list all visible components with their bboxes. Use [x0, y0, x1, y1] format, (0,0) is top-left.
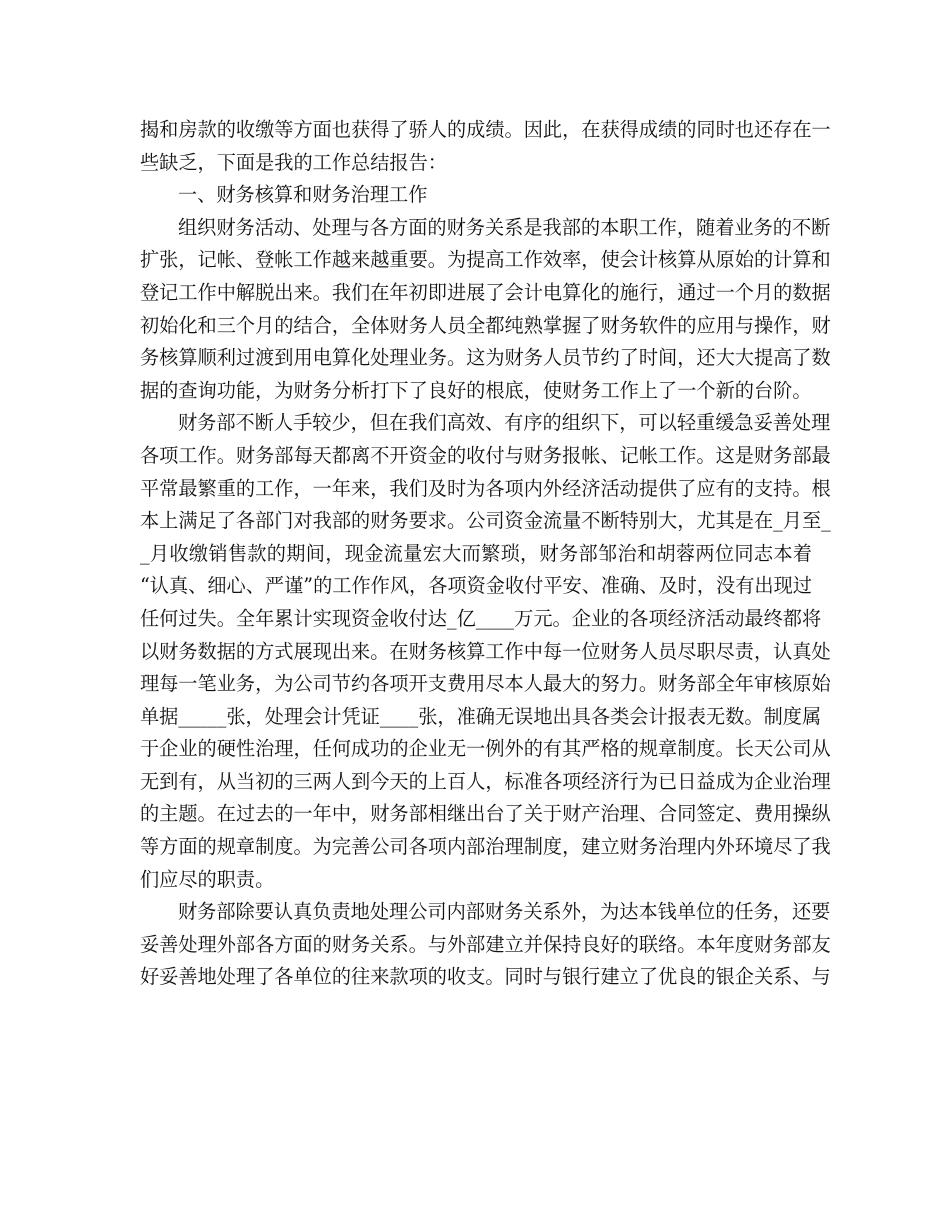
paragraph-line: 些缺乏，下面是我的工作总结报告： — [140, 150, 447, 174]
paragraph-line: 任何过失。全年累计实现资金收付达_亿____万元。企业的各项经济活动最终都将 — [140, 606, 822, 630]
paragraph-line: 妥善处理外部各方面的财务关系。与外部建立并保持良好的联络。本年度财务部友 — [140, 932, 831, 956]
paragraph-line: 们应尽的职责。 — [140, 867, 275, 891]
paragraph-line: 无到有，从当初的三两人到今天的上百人，标准各项经济行为已日益成为企业治理 — [140, 769, 831, 793]
paragraph-line: 扩张，记帐、登帐工作越来越重要。为提高工作效率，使会计核算从原始的计算和 — [140, 248, 831, 272]
paragraph-line: 务核算顺利过渡到用电算化处理业务。这为财务人员节约了时间，还大大提高了数 — [140, 346, 831, 370]
paragraph-line: 好妥善地处理了各单位的往来款项的收支。同时与银行建立了优良的银企关系、与 — [140, 965, 831, 989]
paragraph-line: 登记工作中解脱出来。我们在年初即进展了会计电算化的施行，通过一个月的数据 — [140, 280, 831, 304]
document-body — [140, 114, 831, 994]
paragraph-line: 的主题。在过去的一年中，财务部相继出台了关于财产治理、合同签定、费用操纵 — [140, 802, 831, 826]
paragraph-line: 初始化和三个月的结合，全体财务人员全都纯熟掌握了财务软件的应用与操作，财 — [140, 313, 831, 337]
paragraph-line: 财务部除要认真负责地处理公司内部财务关系外，为达本钱单位的任务，还要 — [178, 900, 831, 924]
paragraph-line: 财务部不断人手较少，但在我们高效、有序的组织下，可以轻重缓急妥善处理 — [178, 411, 831, 435]
paragraph-line: 据的查询功能，为财务分析打下了良好的根底，使财务工作上了一个新的台阶。 — [140, 378, 812, 402]
paragraph-line: 以财务数据的方式展现出来。在财务核算工作中每一位财务人员尽职尽责，认真处 — [140, 639, 831, 663]
paragraph-line: 等方面的规章制度。为完善公司各项内部治理制度，建立财务治理内外环境尽了我 — [140, 835, 831, 859]
paragraph-line: 平常最繁重的工作，一年来，我们及时为各项内外经济活动提供了应有的支持。根 — [140, 476, 831, 500]
paragraph-line: 本上满足了各部门对我部的财务要求。公司资金流量不断特别大，尤其是在_月至_ — [140, 509, 831, 533]
paragraph-line: “认真、细心、严谨”的工作作风，各项资金收付平安、准确、及时，没有出现过 — [140, 574, 812, 598]
paragraph-line: 理每一笔业务，为公司节约各项开支费用尽本人最大的努力。财务部全年审核原始 — [140, 672, 831, 696]
paragraph-line: 组织财务活动、处理与各方面的财务关系是我部的本职工作，随着业务的不断 — [178, 215, 831, 239]
paragraph-line: _月收缴销售款的期间，现金流量宏大而繁琐，财务部邹治和胡蓉两位同志本着 — [140, 541, 812, 565]
paragraph-line: 各项工作。财务部每天都离不开资金的收付与财务报帐、记帐工作。这是财务部最 — [140, 443, 831, 467]
paragraph-line: 于企业的硬性治理，任何成功的企业无一例外的有其严格的规章制度。长天公司从 — [140, 737, 831, 761]
section-heading: 一、财务核算和财务治理工作 — [178, 183, 428, 207]
paragraph-line: 揭和房款的收缴等方面也获得了骄人的成绩。因此，在获得成绩的同时也还存在一 — [140, 118, 831, 141]
paragraph-line: 单据_____张，处理会计凭证____张，准确无误地出具各类会计报表无数。制度属 — [140, 704, 822, 728]
